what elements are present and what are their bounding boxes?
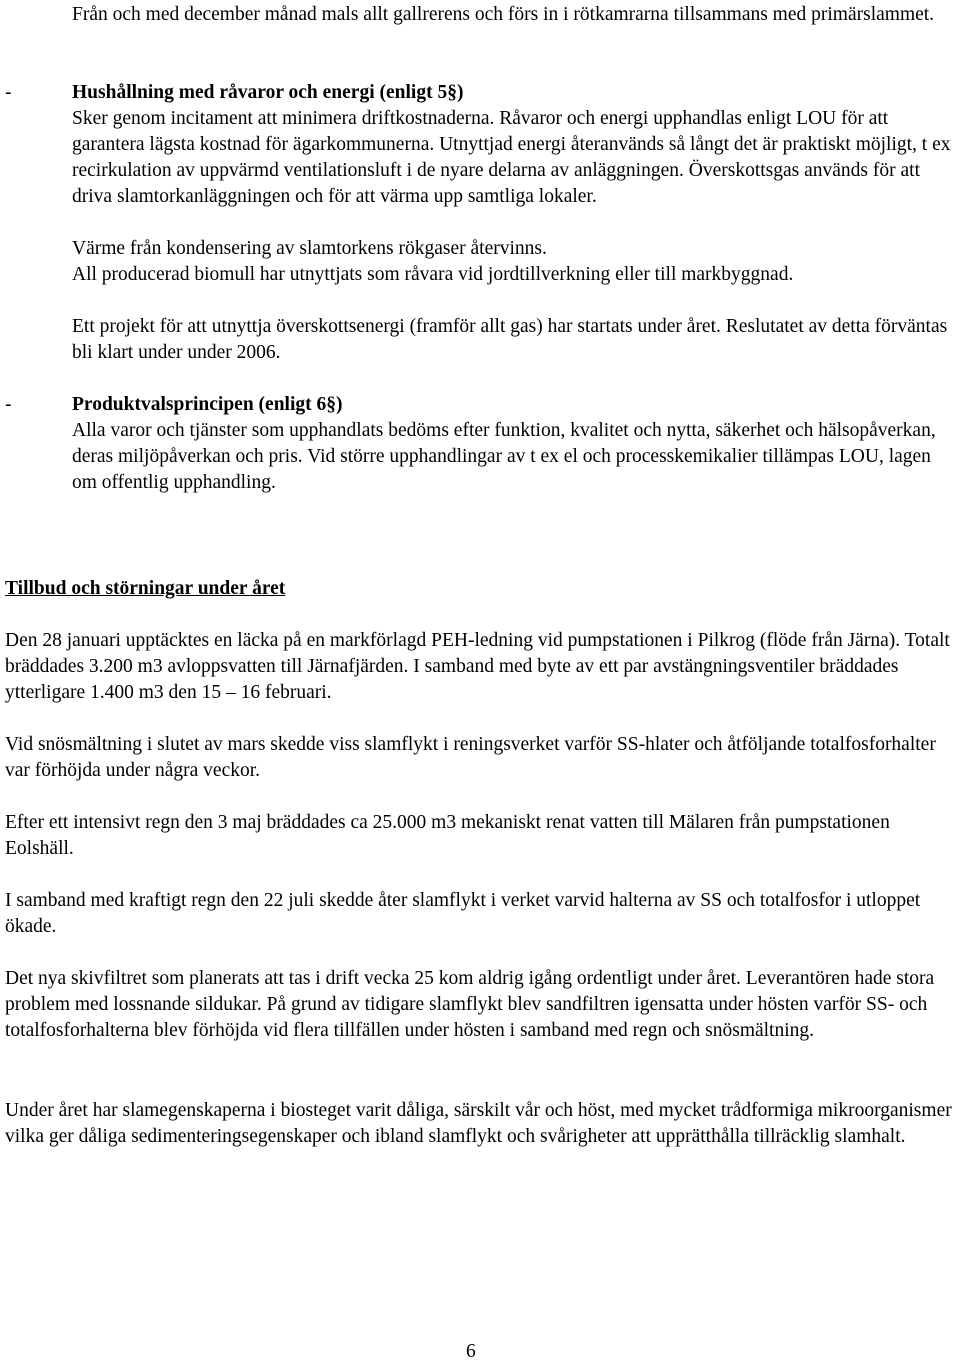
tillbud-heading: Tillbud och störningar under året [5,578,286,599]
hushallning-paragraph: Sker genom incitament att minimera driftkostnaderna. Råvaror och energi upphandlas enligt LOU för att garantera lägsta kostnad för ägarkommunerna. Utnyttjad energi återanvänds så långt det är praktiskt möjligt, t ex recirkulation av uppvärmd ventilationsluft i de nyare delarna av anläggningen. Överskottsgas används för att driva slamtorkanläggningen och för att värma upp samtliga lokaler. [72,108,951,207]
tillbud-paragraph-6: Under året har slamegenskaperna i biosteget varit dåliga, särskilt vår och höst, med mycket trådformiga mikroorganismer vilka ger dåliga sedimenteringsegenskaper och ibland slamflykt och svårigheter att upprätthålla tillräcklig slamhalt. [5,1100,952,1147]
list-dash: - [5,82,12,103]
tillbud-paragraph-4: I samband med kraftigt regn den 22 juli skedde åter slamflykt i verket varvid halterna av SS och totalfosfor i utloppet ökade. [5,890,921,937]
produktval-paragraph: Alla varor och tjänster som upphandlats bedöms efter funktion, kvalitet och nytta, säkerhet och hälsopåverkan, deras miljöpåverkan och pris. Vid större upphandlingar av t ex el och processkemikalier tillämpas LOU, lagen om offentlig upphandling. [72,420,936,493]
tillbud-paragraph-1: Den 28 januari upptäcktes en läcka på en markförlagd PEH-ledning vid pumpstationen i Pilkrog (flöde från Järna). Totalt bräddades 3.200 m3 avloppsvatten till Järnafjärden. I samband med byte av ett par avstängningsventiler bräddades ytterligare 1.400 m3 den 15 – 16 februari. [5,630,950,703]
section-heading-produktval: Produktvalsprincipen (enligt 6§) [72,394,343,415]
hushallning-line-varme: Värme från kondensering av slamtorkens rökgaser återvinns. [72,238,547,259]
list-dash: - [5,394,12,415]
intro-paragraph: Från och med december månad mals allt gallrerens och förs in i rötkamrarna tillsammans med primärslammet. [72,4,935,25]
tillbud-paragraph-2: Vid snösmältning i slutet av mars skedde viss slamflykt i reningsverket varför SS-hlater och åtföljande totalfosforhalter var förhöjda under några veckor. [5,734,936,781]
hushallning-projekt-paragraph: Ett projekt för att utnyttja överskottsenergi (framför allt gas) har startats under året. Reslutatet av detta förväntas bli klart under under 2006. [72,316,948,363]
page-number: 6 [466,1341,476,1362]
hushallning-line-biomull: All producerad biomull har utnyttjats som råvara vid jordtillverkning eller till markbyggnad. [72,264,794,285]
tillbud-paragraph-5: Det nya skivfiltret som planerats att tas i drift vecka 25 kom aldrig igång ordentligt under året. Leverantören hade stora problem med lossnande sildukar. På grund av tidigare slamflykt blev sandfiltren igensatta under hösten varför SS- och totalfosforhalterna blev förhöjda vid flera tillfällen under hösten i samband med regn och snösmältning. [5,968,935,1041]
section-heading-hushallning: Hushållning med råvaror och energi (enligt 5§) [72,82,464,103]
tillbud-paragraph-3: Efter ett intensivt regn den 3 maj bräddades ca 25.000 m3 mekaniskt renat vatten till Mälaren från pumpstationen Eolshäll. [5,812,890,859]
